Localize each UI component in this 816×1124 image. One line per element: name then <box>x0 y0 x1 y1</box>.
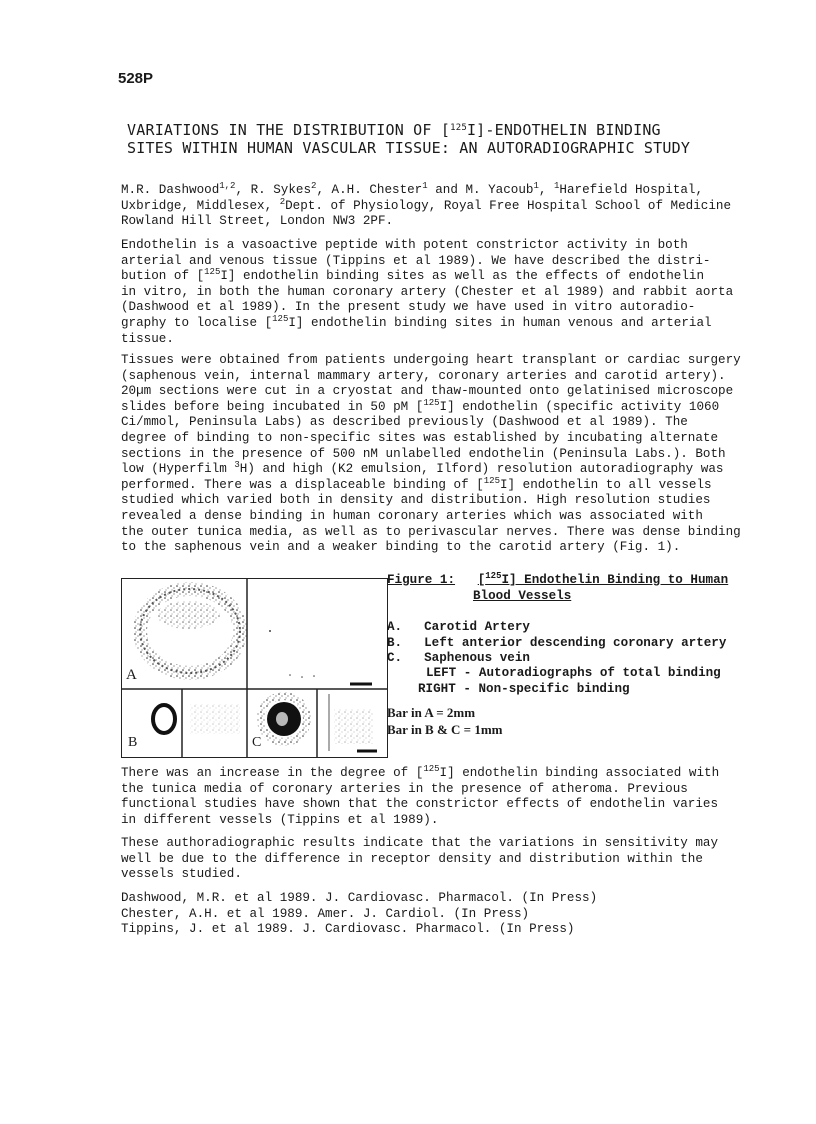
text-line: in different vessels (Tippins et al 1989). <box>121 812 439 827</box>
title-line-1: VARIATIONS IN THE DISTRIBUTION OF [$^{125}$I]-ENDOTHELIN BINDING <box>127 121 661 139</box>
authors <box>121 183 731 230</box>
legend-text: Saphenous vein <box>424 651 530 666</box>
figure-title: [$^{125}$I] Endothelin Binding to Human <box>477 571 729 587</box>
right-note: RIGHT - Non-specific binding <box>418 682 630 696</box>
text-line: Ci/mmol, Peninsula Labs) as described previously (Dashwood et al 1989). The <box>121 415 688 430</box>
nonspecific-dot <box>313 675 315 677</box>
panel-label-a: A <box>126 667 137 683</box>
paragraph-conclusion <box>121 836 718 883</box>
nonspecific-dot <box>289 674 291 676</box>
authors-line: Rowland Hill Street, London NW3 2PF. <box>121 214 394 229</box>
left-note: LEFT - Autoradiographs of total binding <box>426 666 721 680</box>
paragraph-results <box>121 766 719 828</box>
article-title <box>127 121 690 157</box>
text-line: performed. There was a displaceable binding of [$^{125}$I] endothelin to all vessels <box>121 475 712 492</box>
carotid-dense-region <box>156 601 220 629</box>
authors-line: Uxbridge, Middlesex, $^2$Dept. of Physiology, Royal Free Hospital School of Medicine <box>121 196 732 213</box>
saphenous-nonspecific <box>334 709 374 744</box>
figure-title-line-2: Blood Vessels <box>473 589 572 603</box>
text-line: degree of binding to non-specific sites was established by incubating alternate <box>121 430 719 445</box>
text-line: the outer tunica media, as well as to perivascular nerves. There was dense binding <box>121 524 741 539</box>
autoradiograph-panels <box>122 579 387 757</box>
text-line: tissue. <box>121 331 174 346</box>
coronary-nonspecific <box>190 704 240 734</box>
title-line-2: SITES WITHIN HUMAN VASCULAR TISSUE: AN AUTORADIOGRAPHIC STUDY <box>127 139 691 157</box>
text-line: functional studies have shown that the constrictor effects of endothelin varies <box>121 797 719 812</box>
text-line: slides before being incubated in 50 pM [$^{125}$I] endothelin (specific activity 1060 <box>121 397 720 414</box>
legend-key: B. <box>387 635 403 650</box>
text-line: graphy to localise [$^{125}$I] endothelin binding sites in human venous and arterial <box>121 313 712 330</box>
legend-text: Carotid Artery <box>424 620 530 634</box>
figure-label: Figure 1: <box>387 573 456 587</box>
text-line: to the saphenous vein and a weaker binding to the carotid artery (Fig. 1). <box>121 540 681 555</box>
reference: Tippins, J. et al 1989. J. Cardiovasc. Pharmacol. (In Press) <box>121 922 575 937</box>
text-line: in vitro, in both the human coronary artery (Chester et al 1989) and rabbit aorta <box>121 284 734 299</box>
panel-label-c: C <box>252 735 262 750</box>
text-line: revealed a dense binding in human coronary arteries which was associated with <box>121 508 703 523</box>
text-line: bution of [$^{125}$I] endothelin binding sites as well as the effects of endothelin <box>121 267 705 284</box>
text-line: 20µm sections were cut in a cryostat and thaw-mounted onto gelatinised microscope <box>121 384 734 399</box>
coronary-ring-total <box>153 705 175 733</box>
bar-a-note: Bar in A = 2mm <box>387 705 476 720</box>
figure-caption <box>387 573 728 589</box>
saphenous-lumen <box>276 712 288 726</box>
text-line: Tissues were obtained from patients undergoing heart transplant or cardiac surgery <box>121 353 741 367</box>
text-line: There was an increase in the degree of [$^{125}$I] endothelin binding associated with <box>121 764 720 780</box>
text-line: low (Hyperfilm $^3$H) and high (K2 emulsion, Ilford) resolution autoradiography was <box>121 460 724 477</box>
reference: Dashwood, M.R. et al 1989. J. Cardiovasc. Pharmacol. (In Press) <box>121 891 598 905</box>
figure-legend <box>387 620 726 667</box>
text-line: (saphenous vein, internal mammary artery, coronary arteries and carotid artery). <box>121 368 726 383</box>
paragraph-methods <box>121 353 741 556</box>
text-line: well be due to the difference in receptor density and distribution within the <box>121 851 703 866</box>
panel-label-b: B <box>128 735 138 750</box>
legend-key: A. <box>387 620 403 634</box>
legend-key: C. <box>387 651 403 666</box>
page-number: 528P <box>118 70 154 87</box>
text-line: arterial and venous tissue (Tippins et al 1989). We have described the distri- <box>121 253 711 268</box>
text-line: sections in the presence of 500 nM unlabelled endothelin (Peninsula Labs.). Both <box>121 446 726 461</box>
text-line: vessels studied. <box>121 867 242 882</box>
text-line: (Dashwood et al 1989). In the present study we have used in vitro autoradio- <box>121 300 696 315</box>
text-line: Endothelin is a vasoactive peptide with potent constrictor activity in both <box>121 238 688 252</box>
figure-1-image <box>121 578 388 758</box>
nonspecific-dot <box>269 630 271 632</box>
text-line: These authoradiographic results indicate that the variations in sensitivity may <box>121 836 719 850</box>
bar-bc-note: Bar in B & C = 1mm <box>387 722 503 737</box>
authors-line: M.R. Dashwood$^{1,2}$, R. Sykes$^2$, A.H. Chester$^1$ and M. Yacoub$^1$, $^1$Harefield Hospital, <box>121 181 703 197</box>
legend-text: Left anterior descending coronary artery <box>424 635 727 650</box>
reference: Chester, A.H. et al 1989. Amer. J. Cardiol. (In Press) <box>121 906 530 921</box>
paragraph-intro <box>121 238 733 347</box>
text-line: the tunica media of coronary arteries in the presence of atheroma. Previous <box>121 781 688 796</box>
nonspecific-dot <box>301 676 303 678</box>
references <box>121 891 597 938</box>
text-line: studied which varied both in density and distribution. High resolution studies <box>121 493 711 508</box>
